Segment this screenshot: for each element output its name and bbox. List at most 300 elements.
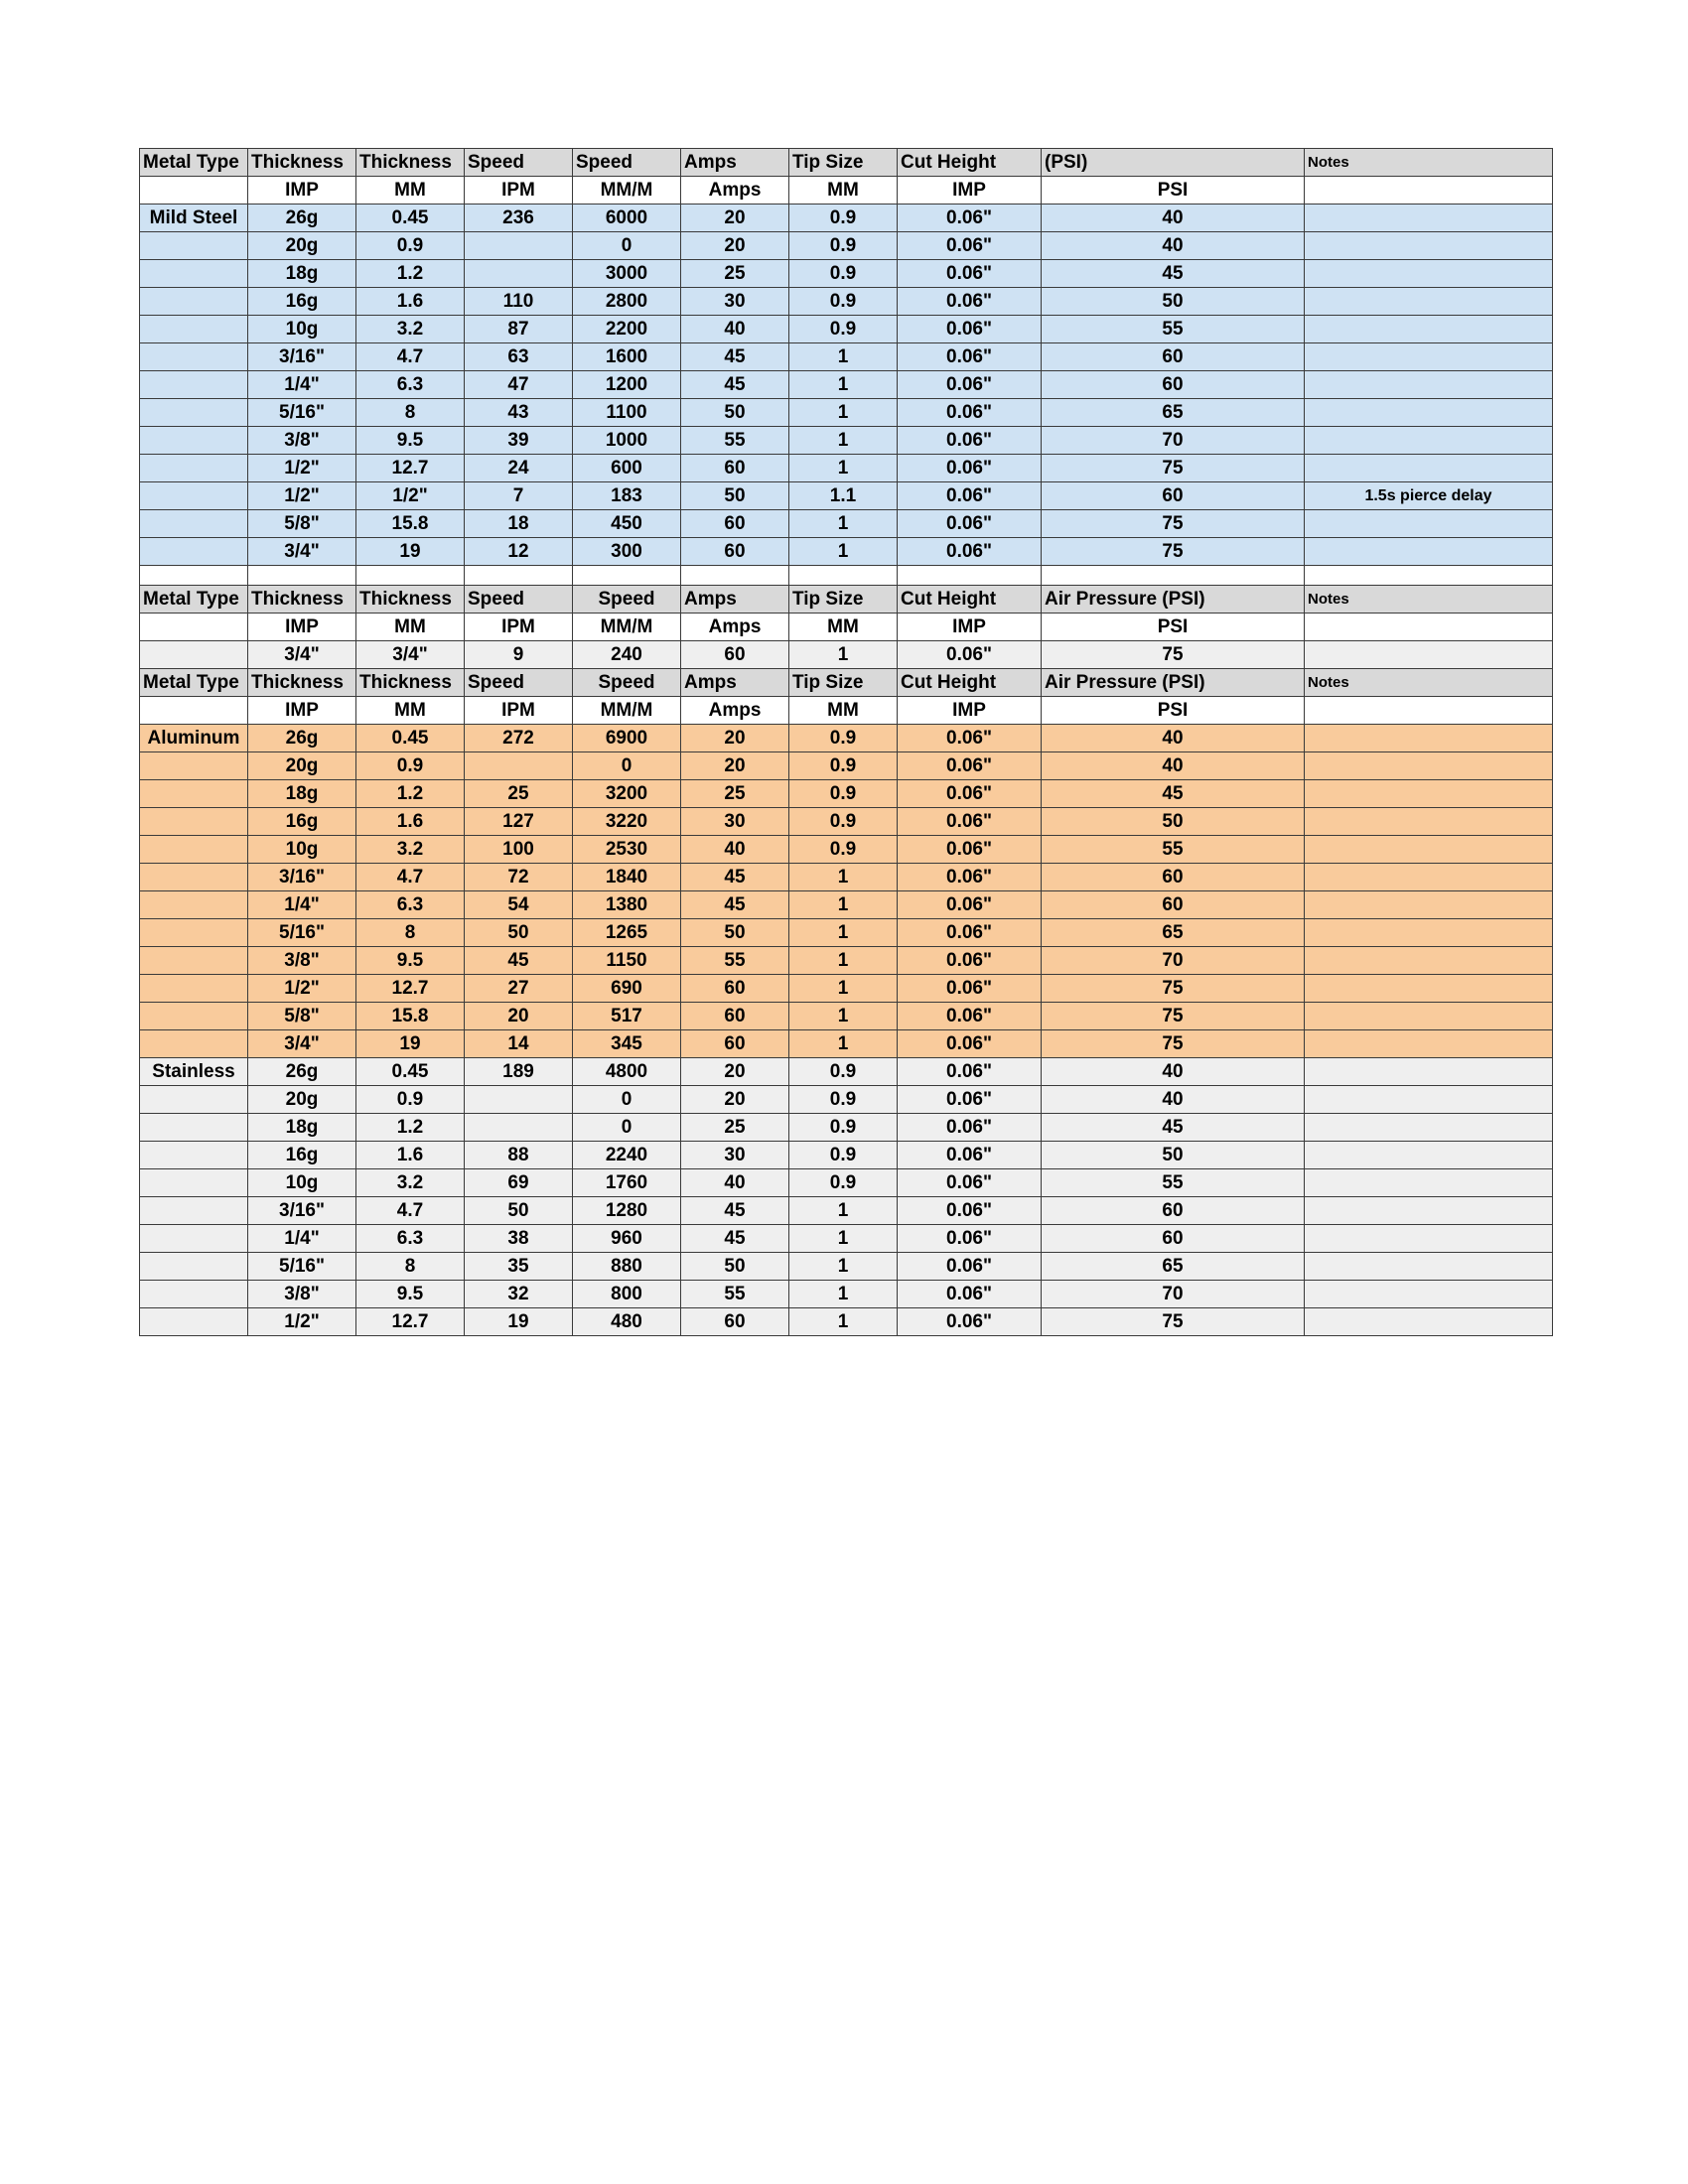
cell-cut-height: 0.06" (898, 1225, 1042, 1253)
cell-tip-size: 1 (789, 1030, 898, 1058)
cell-tip-size: 0.9 (789, 808, 898, 836)
cell-metal-type (140, 891, 248, 919)
header-cell-metal-type: Metal Type (140, 149, 248, 177)
table-row (140, 455, 1553, 482)
unit-row (140, 614, 1553, 641)
cell-thickness-imp: 3/8" (248, 1281, 356, 1308)
cell-tip-size: 1 (789, 1197, 898, 1225)
cell-air-pressure: 75 (1042, 510, 1305, 538)
cell-thickness-mm: 3.2 (356, 836, 465, 864)
cell-air-pressure: 50 (1042, 1142, 1305, 1169)
cell-speed-ipm: 35 (465, 1253, 573, 1281)
header-cell-air-pressure: Air Pressure (PSI) (1042, 586, 1305, 614)
cell-tip-size: 1 (789, 371, 898, 399)
cell-speed-mmm: 1200 (573, 371, 681, 399)
cell-air-pressure: 70 (1042, 947, 1305, 975)
cell-speed-ipm: 87 (465, 316, 573, 343)
cell-cut-height: 0.06" (898, 482, 1042, 510)
table-row (140, 205, 1553, 232)
header-cell-tip-size: Tip Size (789, 149, 898, 177)
table-row (140, 836, 1553, 864)
cell-cut-height: IMP (898, 697, 1042, 725)
cell-cut-height: 0.06" (898, 538, 1042, 566)
header-cell-notes: Notes (1305, 669, 1553, 697)
header-row (140, 149, 1553, 177)
cell-thickness-imp: 5/8" (248, 510, 356, 538)
table-row (140, 510, 1553, 538)
cell-metal-type (140, 399, 248, 427)
cell-amps: 50 (681, 399, 789, 427)
header-cell-notes: Notes (1305, 149, 1553, 177)
cell-speed-mmm: 800 (573, 1281, 681, 1308)
unit-row (140, 177, 1553, 205)
cell-notes (1305, 697, 1553, 725)
cell-air-pressure: 40 (1042, 1086, 1305, 1114)
cell-cut-height: IMP (898, 177, 1042, 205)
cell-thickness-mm: MM (356, 697, 465, 725)
cell-speed-mmm: 600 (573, 455, 681, 482)
cell-thickness-imp: 16g (248, 288, 356, 316)
cell-notes (1305, 1253, 1553, 1281)
cell-air-pressure: 55 (1042, 1169, 1305, 1197)
table-row (140, 538, 1553, 566)
cell-air-pressure: 65 (1042, 1253, 1305, 1281)
cell-thickness-mm: MM (356, 614, 465, 641)
cell-notes (1305, 316, 1553, 343)
cell-thickness-imp: IMP (248, 614, 356, 641)
cell-air-pressure: 75 (1042, 1030, 1305, 1058)
cell-speed-ipm: 43 (465, 399, 573, 427)
header-cell-speed-mmm: Speed (573, 149, 681, 177)
cell-thickness-imp: 3/16" (248, 343, 356, 371)
header-cell-amps: Amps (681, 669, 789, 697)
cell-speed-ipm: 25 (465, 780, 573, 808)
cell-speed-ipm: 54 (465, 891, 573, 919)
cell-speed-mmm: 1000 (573, 427, 681, 455)
cell-speed-mmm: 2200 (573, 316, 681, 343)
cell-notes (1305, 510, 1553, 538)
cell-thickness-imp: 1/4" (248, 1225, 356, 1253)
cell-notes (1305, 1058, 1553, 1086)
cell-amps: Amps (681, 177, 789, 205)
cell-thickness-mm: 15.8 (356, 510, 465, 538)
cell-air-pressure: 60 (1042, 371, 1305, 399)
cell-thickness-mm: 0.9 (356, 1086, 465, 1114)
cell-notes (1305, 780, 1553, 808)
cell-thickness-imp: 1/2" (248, 1308, 356, 1336)
cell-amps: 25 (681, 260, 789, 288)
table-row (140, 343, 1553, 371)
cell-cut-height: 0.06" (898, 1253, 1042, 1281)
cell-speed-ipm: 47 (465, 371, 573, 399)
cell-metal-type (140, 427, 248, 455)
cell-metal-type (140, 1225, 248, 1253)
spacer-row (140, 566, 1553, 586)
header-cell-metal-type: Metal Type (140, 586, 248, 614)
cell-speed-ipm: 110 (465, 288, 573, 316)
cell-thickness-imp: 5/16" (248, 1253, 356, 1281)
cell-notes (1305, 399, 1553, 427)
cell-tip-size: 1 (789, 641, 898, 669)
cell-notes (1305, 232, 1553, 260)
cell-thickness-imp: 26g (248, 205, 356, 232)
cell-metal-type (140, 836, 248, 864)
cell-metal-type (140, 697, 248, 725)
cell-thickness-imp: 3/4" (248, 538, 356, 566)
cell-cut-height: 0.06" (898, 1169, 1042, 1197)
cell-tip-size: 1 (789, 538, 898, 566)
cell-air-pressure: 40 (1042, 1058, 1305, 1086)
cell-speed-ipm: IPM (465, 614, 573, 641)
table-row (140, 919, 1553, 947)
cell-air-pressure: 70 (1042, 1281, 1305, 1308)
cell-notes (1305, 343, 1553, 371)
cell-speed-ipm: 38 (465, 1225, 573, 1253)
cell-thickness-mm: 6.3 (356, 891, 465, 919)
cell-amps (681, 566, 789, 586)
cell-notes (1305, 1225, 1553, 1253)
cell-metal-type (140, 1030, 248, 1058)
cell-speed-mmm: 0 (573, 232, 681, 260)
cell-thickness-mm: 12.7 (356, 455, 465, 482)
cell-speed-mmm: 1380 (573, 891, 681, 919)
cell-thickness-mm: 4.7 (356, 1197, 465, 1225)
cell-metal-type (140, 1197, 248, 1225)
table-row (140, 1197, 1553, 1225)
cell-notes (1305, 177, 1553, 205)
cell-metal-type (140, 808, 248, 836)
table-row (140, 482, 1553, 510)
cell-thickness-imp (248, 566, 356, 586)
cell-thickness-imp: 16g (248, 1142, 356, 1169)
cell-thickness-mm: 1.6 (356, 808, 465, 836)
table-row (140, 427, 1553, 455)
cell-notes (1305, 1114, 1553, 1142)
unit-row (140, 697, 1553, 725)
cell-amps: 25 (681, 780, 789, 808)
cell-thickness-imp: 3/16" (248, 1197, 356, 1225)
table-row (140, 1253, 1553, 1281)
cell-amps: 55 (681, 947, 789, 975)
cell-amps: 40 (681, 316, 789, 343)
table-row (140, 1086, 1553, 1114)
cell-thickness-mm: MM (356, 177, 465, 205)
cell-air-pressure: 55 (1042, 316, 1305, 343)
cell-speed-mmm: 0 (573, 1114, 681, 1142)
cell-thickness-mm: 0.45 (356, 725, 465, 752)
cell-thickness-mm: 0.9 (356, 752, 465, 780)
table-row (140, 1142, 1553, 1169)
cell-metal-type (140, 177, 248, 205)
cell-cut-height: 0.06" (898, 1114, 1042, 1142)
cell-air-pressure: 45 (1042, 1114, 1305, 1142)
cell-speed-ipm: 127 (465, 808, 573, 836)
cell-notes (1305, 1197, 1553, 1225)
cell-thickness-mm: 0.9 (356, 232, 465, 260)
cell-metal-type (140, 1086, 248, 1114)
cell-notes (1305, 1030, 1553, 1058)
cell-speed-mmm: 345 (573, 1030, 681, 1058)
cell-thickness-imp: 16g (248, 808, 356, 836)
cell-speed-ipm: 272 (465, 725, 573, 752)
cell-cut-height: 0.06" (898, 1058, 1042, 1086)
header-cell-thickness-mm: Thickness (356, 149, 465, 177)
header-cell-metal-type: Metal Type (140, 669, 248, 697)
cell-amps: 45 (681, 864, 789, 891)
cell-tip-size: 1 (789, 455, 898, 482)
cell-amps: 40 (681, 1169, 789, 1197)
cell-cut-height: 0.06" (898, 455, 1042, 482)
cell-cut-height: 0.06" (898, 288, 1042, 316)
header-row (140, 669, 1553, 697)
cell-tip-size: 1 (789, 510, 898, 538)
cell-metal-type (140, 614, 248, 641)
header-cell-cut-height: Cut Height (898, 669, 1042, 697)
cell-speed-mmm: 690 (573, 975, 681, 1003)
cell-amps: 60 (681, 641, 789, 669)
cell-speed-ipm: 63 (465, 343, 573, 371)
cell-air-pressure: 75 (1042, 641, 1305, 669)
cell-cut-height: 0.06" (898, 919, 1042, 947)
cell-thickness-mm: 0.45 (356, 205, 465, 232)
table-row (140, 725, 1553, 752)
cell-speed-mmm: MM/M (573, 614, 681, 641)
cell-notes (1305, 1281, 1553, 1308)
cell-thickness-imp: 1/2" (248, 975, 356, 1003)
cell-thickness-mm: 0.45 (356, 1058, 465, 1086)
cell-amps: 60 (681, 455, 789, 482)
cell-thickness-imp: 20g (248, 752, 356, 780)
cell-air-pressure: 60 (1042, 343, 1305, 371)
cell-amps: 60 (681, 1308, 789, 1336)
cell-metal-type (140, 316, 248, 343)
cell-amps: 60 (681, 1030, 789, 1058)
table-row (140, 1169, 1553, 1197)
cell-speed-ipm: 69 (465, 1169, 573, 1197)
cell-thickness-mm: 9.5 (356, 947, 465, 975)
cell-air-pressure: 40 (1042, 725, 1305, 752)
cell-speed-ipm: 72 (465, 864, 573, 891)
cell-air-pressure: 60 (1042, 482, 1305, 510)
cell-thickness-mm: 9.5 (356, 427, 465, 455)
cell-notes: 1.5s pierce delay (1305, 482, 1553, 510)
cell-notes (1305, 864, 1553, 891)
cell-amps: 25 (681, 1114, 789, 1142)
cell-amps: 30 (681, 288, 789, 316)
cell-notes (1305, 427, 1553, 455)
cell-thickness-mm: 1.2 (356, 1114, 465, 1142)
cell-metal-type: Aluminum (140, 725, 248, 752)
header-cell-air-pressure: (PSI) (1042, 149, 1305, 177)
cell-notes (1305, 205, 1553, 232)
cell-metal-type (140, 1169, 248, 1197)
cell-speed-ipm: 27 (465, 975, 573, 1003)
cell-notes (1305, 538, 1553, 566)
table-row (140, 232, 1553, 260)
cell-thickness-mm: 8 (356, 399, 465, 427)
cell-air-pressure: 60 (1042, 864, 1305, 891)
table-row (140, 864, 1553, 891)
cell-speed-mmm: 183 (573, 482, 681, 510)
cell-speed-mmm: 3000 (573, 260, 681, 288)
cell-notes (1305, 566, 1553, 586)
cell-amps: 50 (681, 482, 789, 510)
cell-speed-mmm: 3200 (573, 780, 681, 808)
header-cell-speed-ipm: Speed (465, 586, 573, 614)
cell-tip-size: MM (789, 614, 898, 641)
cell-thickness-mm: 6.3 (356, 1225, 465, 1253)
cell-notes (1305, 288, 1553, 316)
header-cell-cut-height: Cut Height (898, 586, 1042, 614)
cell-tip-size: 1 (789, 1253, 898, 1281)
cell-air-pressure: 70 (1042, 427, 1305, 455)
cell-thickness-mm: 1.2 (356, 260, 465, 288)
cell-tip-size: 1 (789, 919, 898, 947)
header-cell-thickness-imp: Thickness (248, 149, 356, 177)
table-row (140, 947, 1553, 975)
cell-speed-ipm: 100 (465, 836, 573, 864)
header-cell-notes: Notes (1305, 586, 1553, 614)
cell-amps: 45 (681, 1197, 789, 1225)
cell-air-pressure: 60 (1042, 1225, 1305, 1253)
cell-amps: 45 (681, 1225, 789, 1253)
cell-tip-size: 0.9 (789, 780, 898, 808)
cell-amps: 50 (681, 1253, 789, 1281)
table-body (140, 149, 1553, 1336)
cell-air-pressure: 45 (1042, 260, 1305, 288)
cell-amps: 60 (681, 975, 789, 1003)
cell-metal-type (140, 975, 248, 1003)
cell-speed-ipm: 18 (465, 510, 573, 538)
table-row (140, 371, 1553, 399)
cell-thickness-mm: 1/2" (356, 482, 465, 510)
cell-notes (1305, 836, 1553, 864)
cell-thickness-mm: 1.6 (356, 288, 465, 316)
cell-metal-type (140, 455, 248, 482)
cell-thickness-imp: 1/2" (248, 482, 356, 510)
cell-speed-mmm: 880 (573, 1253, 681, 1281)
cell-thickness-imp: 20g (248, 232, 356, 260)
cell-tip-size: 1 (789, 427, 898, 455)
cell-amps: 55 (681, 427, 789, 455)
cell-cut-height: 0.06" (898, 399, 1042, 427)
cell-speed-ipm (465, 260, 573, 288)
cell-air-pressure: 50 (1042, 288, 1305, 316)
table-row (140, 891, 1553, 919)
cell-thickness-mm: 1.2 (356, 780, 465, 808)
table-row (140, 752, 1553, 780)
cell-speed-mmm: 2800 (573, 288, 681, 316)
cell-cut-height: 0.06" (898, 510, 1042, 538)
cell-cut-height: 0.06" (898, 1281, 1042, 1308)
table-row (140, 808, 1553, 836)
cell-notes (1305, 455, 1553, 482)
cell-speed-mmm: MM/M (573, 177, 681, 205)
cell-air-pressure: PSI (1042, 614, 1305, 641)
cell-metal-type (140, 482, 248, 510)
cell-notes (1305, 975, 1553, 1003)
cell-cut-height: 0.06" (898, 1003, 1042, 1030)
cell-cut-height: 0.06" (898, 725, 1042, 752)
cell-air-pressure: 55 (1042, 836, 1305, 864)
cell-air-pressure: 75 (1042, 975, 1305, 1003)
cell-speed-ipm: 236 (465, 205, 573, 232)
cell-cut-height: 0.06" (898, 371, 1042, 399)
cell-amps: 40 (681, 836, 789, 864)
cell-speed-ipm: 50 (465, 1197, 573, 1225)
cell-thickness-mm: 8 (356, 919, 465, 947)
header-cell-thickness-mm: Thickness (356, 669, 465, 697)
cell-speed-ipm (465, 752, 573, 780)
header-cell-air-pressure: Air Pressure (PSI) (1042, 669, 1305, 697)
cell-amps: 45 (681, 343, 789, 371)
cell-thickness-mm (356, 566, 465, 586)
cell-speed-ipm (465, 566, 573, 586)
cell-thickness-imp: 10g (248, 836, 356, 864)
cell-tip-size: 0.9 (789, 1114, 898, 1142)
cell-speed-ipm: 20 (465, 1003, 573, 1030)
cell-tip-size: 0.9 (789, 1058, 898, 1086)
cell-thickness-mm: 19 (356, 538, 465, 566)
header-cell-thickness-imp: Thickness (248, 669, 356, 697)
cell-thickness-imp: 1/4" (248, 371, 356, 399)
cell-metal-type (140, 1253, 248, 1281)
cell-amps: 45 (681, 891, 789, 919)
cell-tip-size: 0.9 (789, 232, 898, 260)
cell-metal-type (140, 343, 248, 371)
cell-cut-height: 0.06" (898, 1308, 1042, 1336)
cell-speed-ipm: 50 (465, 919, 573, 947)
cell-speed-ipm: IPM (465, 177, 573, 205)
cell-speed-mmm: 0 (573, 1086, 681, 1114)
cell-speed-ipm: 9 (465, 641, 573, 669)
cell-thickness-mm: 4.7 (356, 343, 465, 371)
header-cell-speed-ipm: Speed (465, 669, 573, 697)
cell-metal-type (140, 752, 248, 780)
cell-notes (1305, 1086, 1553, 1114)
cell-speed-mmm: 240 (573, 641, 681, 669)
cell-thickness-imp: 18g (248, 260, 356, 288)
cell-speed-mmm: 480 (573, 1308, 681, 1336)
cell-tip-size: 1 (789, 947, 898, 975)
cell-tip-size: 0.9 (789, 316, 898, 343)
cell-notes (1305, 919, 1553, 947)
cell-thickness-imp: IMP (248, 177, 356, 205)
cell-amps: 30 (681, 808, 789, 836)
cell-thickness-mm: 1.6 (356, 1142, 465, 1169)
cell-air-pressure: 60 (1042, 891, 1305, 919)
cell-cut-height: 0.06" (898, 836, 1042, 864)
cell-speed-ipm: 32 (465, 1281, 573, 1308)
cell-cut-height: 0.06" (898, 891, 1042, 919)
cell-notes (1305, 1308, 1553, 1336)
header-cell-speed-mmm: Speed (573, 586, 681, 614)
cell-cut-height (898, 566, 1042, 586)
cell-tip-size: 1 (789, 1281, 898, 1308)
cell-tip-size: 0.9 (789, 836, 898, 864)
cell-cut-height: 0.06" (898, 864, 1042, 891)
cell-thickness-imp: 10g (248, 1169, 356, 1197)
cell-notes (1305, 752, 1553, 780)
cell-thickness-imp: 26g (248, 1058, 356, 1086)
cell-tip-size: MM (789, 697, 898, 725)
cell-speed-ipm (465, 1114, 573, 1142)
cell-metal-type: Stainless (140, 1058, 248, 1086)
cell-metal-type (140, 566, 248, 586)
cell-speed-ipm: 24 (465, 455, 573, 482)
cell-metal-type (140, 919, 248, 947)
cell-tip-size: 0.9 (789, 1169, 898, 1197)
